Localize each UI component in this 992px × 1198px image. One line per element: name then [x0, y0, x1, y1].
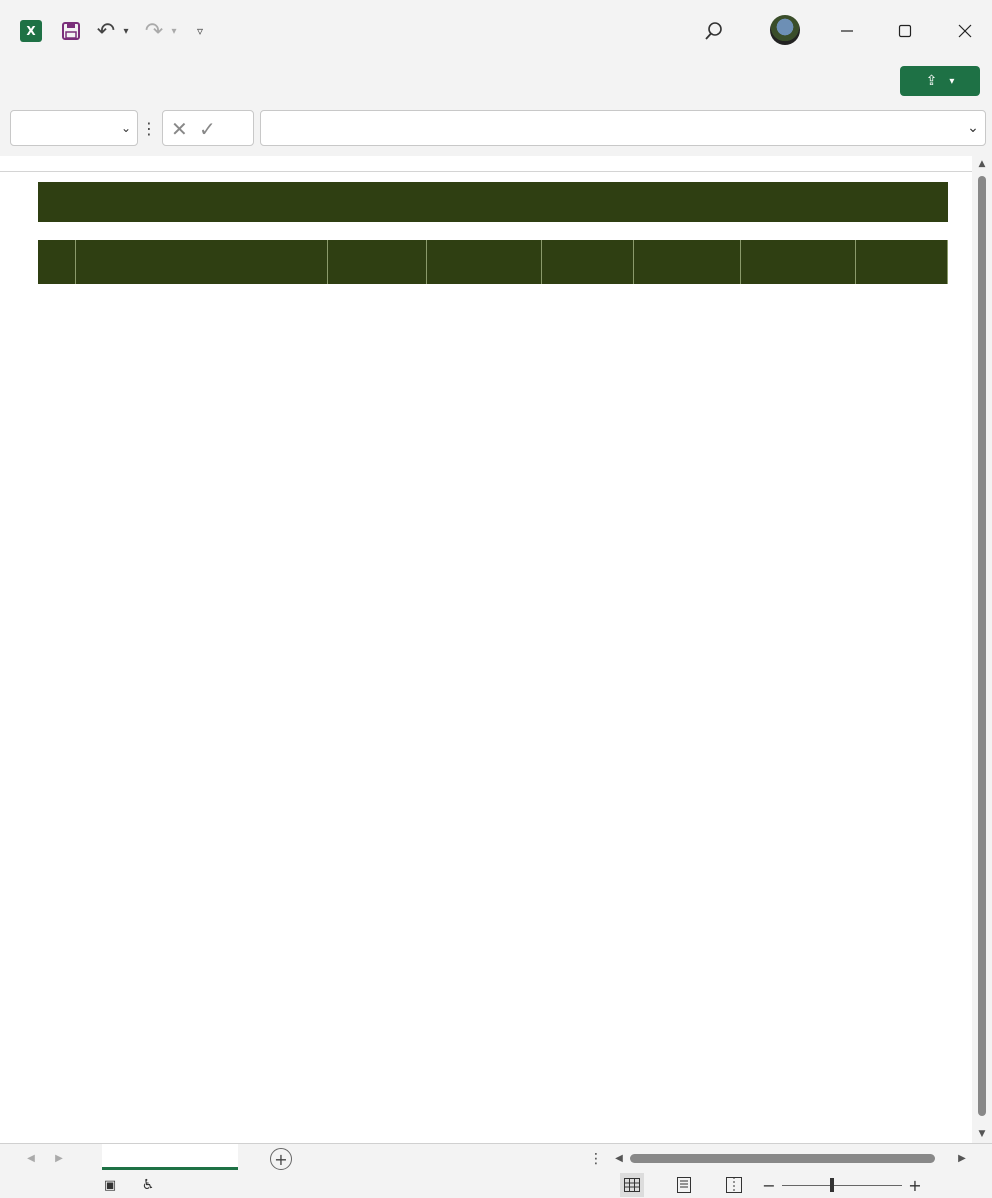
column-header-f[interactable] [542, 156, 634, 172]
row-headers [0, 172, 30, 1143]
confirm-entry-icon[interactable]: ✓ [199, 117, 216, 141]
vertical-scrollbar[interactable] [972, 156, 992, 1143]
header-change-manager [427, 240, 542, 284]
zoom-slider-thumb[interactable] [830, 1178, 834, 1192]
search-icon[interactable] [702, 19, 726, 43]
scroll-down-icon[interactable]: ▼ [978, 1129, 986, 1139]
zoom-slider[interactable] [782, 1185, 902, 1186]
column-header-e[interactable] [427, 156, 542, 172]
cancel-entry-icon[interactable]: ✕ [171, 117, 188, 141]
column-header-c[interactable] [76, 156, 328, 172]
add-sheet-icon[interactable]: + [270, 1148, 292, 1170]
name-box-chevron-icon: ⌄ [120, 121, 131, 135]
vertical-scroll-thumb[interactable] [978, 176, 986, 1116]
header-task [76, 240, 328, 284]
select-all-corner[interactable] [0, 156, 30, 172]
column-header-i[interactable] [856, 156, 948, 172]
tab-scroll-right-icon[interactable]: ▶ [55, 1152, 63, 1164]
tab-scroll-left-icon[interactable]: ◀ [27, 1152, 35, 1164]
column-headers [0, 156, 992, 172]
column-header-g[interactable] [634, 156, 741, 172]
close-icon[interactable] [954, 20, 976, 42]
sheet-tab-raci-matrix[interactable] [102, 1144, 238, 1170]
title-bar [0, 0, 992, 62]
normal-view-icon[interactable] [620, 1173, 644, 1197]
formula-input[interactable] [260, 110, 986, 146]
ribbon-tabs [0, 62, 992, 100]
user-avatar[interactable] [770, 15, 800, 45]
header-no [38, 240, 76, 284]
header-requester [328, 240, 427, 284]
page-layout-view-icon[interactable] [672, 1173, 696, 1197]
table-header-row [38, 240, 948, 284]
hscroll-right-icon[interactable]: ▶ [958, 1152, 966, 1164]
minimize-icon[interactable] [836, 20, 858, 42]
column-header-h[interactable] [741, 156, 856, 172]
sheet-subtitle [38, 222, 948, 240]
window-title [226, 21, 238, 39]
header-business-owner [741, 240, 856, 284]
name-box[interactable] [10, 110, 138, 146]
expand-formula-chevron-icon[interactable]: ⌄ [967, 120, 979, 136]
share-icon: ⇪ [925, 73, 938, 89]
worksheet-grid[interactable] [30, 172, 970, 1143]
customize-qat-icon[interactable]: ▿ [196, 24, 204, 38]
excel-logo-icon: X [20, 20, 42, 42]
header-test [856, 240, 948, 284]
tab-split-handle-icon[interactable]: ⋮ [589, 1151, 603, 1167]
maximize-icon[interactable] [894, 20, 916, 42]
column-header-a[interactable] [30, 156, 38, 172]
redo-icon[interactable]: ↷ [144, 18, 164, 44]
horizontal-scroll-thumb[interactable] [630, 1154, 935, 1163]
undo-icon[interactable]: ↶ [96, 18, 116, 44]
accessibility-icon[interactable]: ♿ [141, 1177, 155, 1193]
column-header-b[interactable] [38, 156, 76, 172]
column-header-d[interactable] [328, 156, 427, 172]
sheet-title [38, 182, 948, 222]
share-chevron-icon: ▾ [949, 75, 955, 87]
scroll-up-icon[interactable]: ▲ [978, 159, 986, 169]
undo-dropdown-chevron-icon[interactable]: ▾ [123, 25, 129, 37]
status-bar [0, 1173, 992, 1198]
formula-actions [162, 110, 254, 146]
save-icon[interactable] [60, 20, 82, 42]
sheet-tab-bar [0, 1143, 992, 1173]
header-it-manager [542, 240, 634, 284]
share-button[interactable] [900, 66, 980, 96]
zoom-in-icon[interactable]: + [908, 1175, 922, 1195]
redo-dropdown-chevron-icon[interactable]: ▾ [171, 25, 177, 37]
cell-mode-icon[interactable]: ▣ [103, 1177, 117, 1193]
formula-bar [0, 100, 992, 156]
zoom-out-icon[interactable]: − [762, 1175, 776, 1195]
hscroll-left-icon[interactable]: ◀ [615, 1152, 623, 1164]
more-options-icon[interactable]: ⋮ [141, 118, 157, 138]
header-security [634, 240, 741, 284]
page-break-view-icon[interactable] [722, 1173, 746, 1197]
